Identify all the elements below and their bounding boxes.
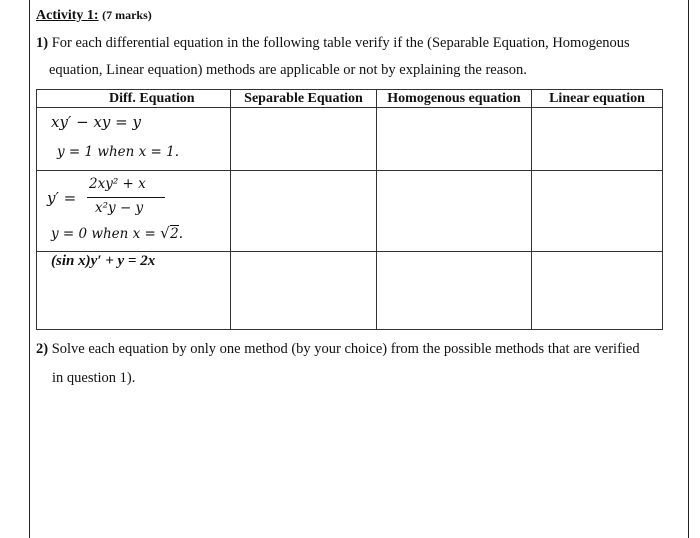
fraction-bar: [87, 197, 165, 198]
equation-cell: [37, 108, 231, 171]
linear-answer-cell[interactable]: [532, 108, 663, 171]
square-root: [160, 226, 179, 242]
condition-2-prefix: y = 0 when x =: [51, 226, 161, 242]
question-2-text-1: Solve each equation by only one method (by your choice) from the possible methods that are verified: [51, 341, 640, 357]
question-1-number: 1): [36, 35, 49, 51]
table-row: [37, 252, 663, 330]
equation-3: (sin x)y′ + y = 2x: [51, 253, 156, 269]
equation-2-denominator: x²y − y: [95, 200, 144, 216]
header-separable: Separable Equation: [231, 90, 377, 108]
linear-answer-cell[interactable]: [532, 171, 663, 252]
separable-answer-cell[interactable]: [231, 171, 377, 252]
equation-1: xy′ − xy = y: [51, 113, 141, 131]
question-1-text-1: For each differential equation in the following table verify if the (Separable Equation, Homogenous: [51, 35, 630, 51]
equation-cell: [37, 171, 231, 252]
activity-marks: (7 marks): [102, 8, 152, 22]
condition-2: [51, 226, 183, 242]
table-header-row: [37, 90, 663, 108]
radicand: 2: [170, 226, 179, 242]
table-row: [37, 171, 663, 252]
homogenous-answer-cell[interactable]: [377, 108, 532, 171]
equation-2: [47, 175, 207, 221]
equation-2-lhs: y′ =: [47, 189, 77, 207]
condition-1: y = 1 when x = 1.: [57, 144, 180, 160]
question-2-number: 2): [36, 341, 49, 357]
question-2-line-2: in question 1).: [52, 370, 136, 386]
separable-answer-cell[interactable]: [231, 108, 377, 171]
equation-cell: [37, 252, 231, 330]
question-1-line-1: [36, 35, 630, 52]
question-1-line-2: equation, Linear equation) methods are applicable or not by explaining the reason.: [49, 62, 527, 78]
header-linear: Linear equation: [532, 90, 663, 108]
question-2-line-1: [36, 341, 640, 358]
condition-2-suffix: .: [178, 226, 184, 242]
activity-title: Activity 1:: [36, 8, 99, 23]
table-row: [37, 108, 663, 171]
linear-answer-cell[interactable]: [532, 252, 663, 330]
equation-2-numerator: 2xy² + x: [89, 176, 146, 192]
header-homogenous: Homogenous equation: [377, 90, 532, 108]
methods-table: [36, 89, 663, 330]
activity-heading: [36, 8, 152, 24]
homogenous-answer-cell[interactable]: [377, 252, 532, 330]
header-diff-equation: Diff. Equation: [37, 90, 231, 108]
separable-answer-cell[interactable]: [231, 252, 377, 330]
homogenous-answer-cell[interactable]: [377, 171, 532, 252]
